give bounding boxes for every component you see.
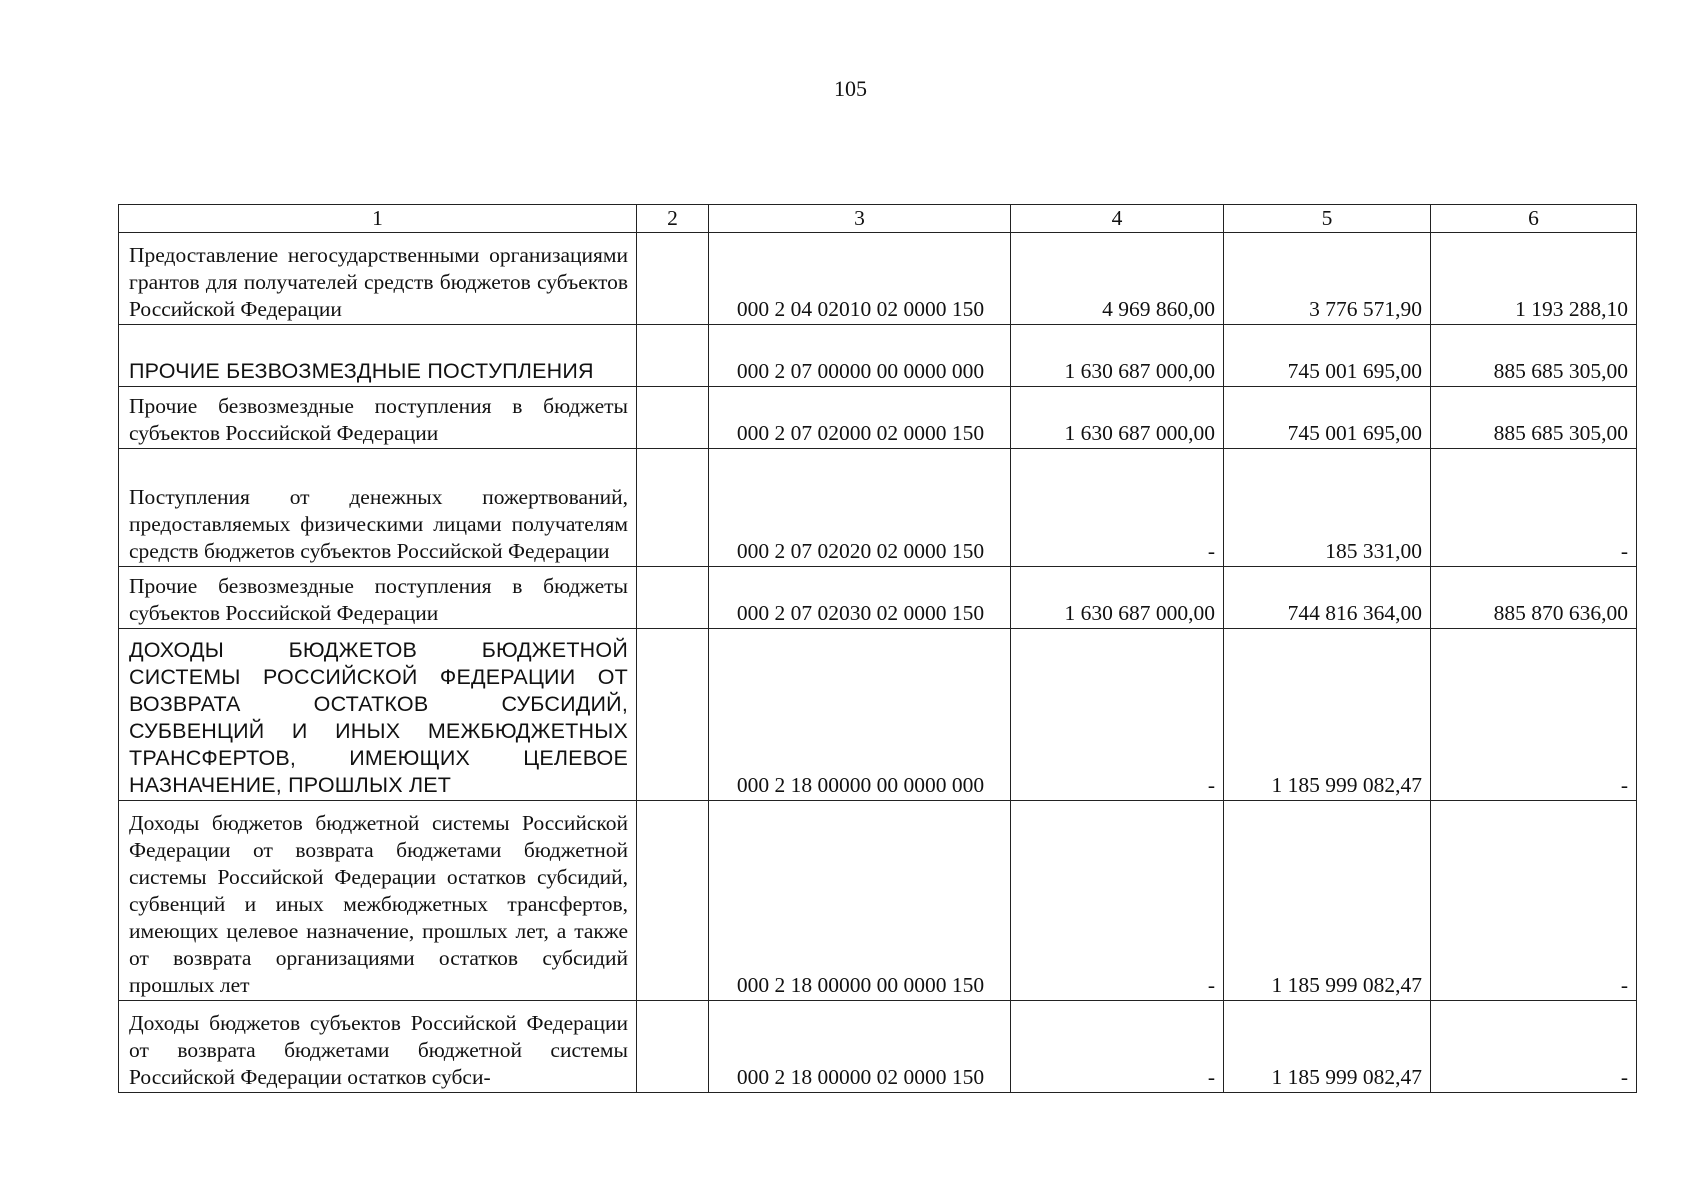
table-row: [119, 325, 1637, 387]
table-row: [119, 233, 1637, 325]
row-name: Прочие безвозмездные поступления в бюджеты субъектов Российской Федерации: [119, 387, 637, 449]
row-col2: [637, 629, 709, 801]
row-col4: 1 630 687 000,00: [1011, 567, 1224, 629]
row-col6: -: [1431, 629, 1637, 801]
column-header-3: 3: [709, 205, 1011, 233]
column-header-6: 6: [1431, 205, 1637, 233]
row-col2: [637, 449, 709, 567]
row-col4: -: [1011, 801, 1224, 1001]
row-code: 000 2 18 00000 02 0000 150: [709, 1001, 1011, 1093]
row-code: 000 2 04 02010 02 0000 150: [709, 233, 1011, 325]
row-col5: 1 185 999 082,47: [1224, 1001, 1431, 1093]
row-col6: -: [1431, 1001, 1637, 1093]
row-name: Предоставление негосударственными организациями грантов для получателей средств бюджетов субъектов Российской Федерации: [119, 233, 637, 325]
row-name: ДОХОДЫ БЮДЖЕТОВ БЮДЖЕТНОЙ СИСТЕМЫ РОССИЙСКОЙ ФЕДЕРАЦИИ ОТ ВОЗВРАТА ОСТАТКОВ СУБСИДИЙ, СУБВЕНЦИЙ И ИНЫХ МЕЖБЮДЖЕТНЫХ ТРАНСФЕРТОВ, ИМЕЮЩИХ ЦЕЛЕВОЕ НАЗНАЧЕНИЕ, ПРОШЛЫХ ЛЕТ: [119, 629, 637, 801]
row-col6: 885 685 305,00: [1431, 325, 1637, 387]
column-header-5: 5: [1224, 205, 1431, 233]
column-header-2: 2: [637, 205, 709, 233]
row-name: Доходы бюджетов субъектов Российской Федерации от возврата бюджетами бюджетной системы Российской Федерации остатков субси-: [119, 1001, 637, 1093]
row-name: Доходы бюджетов бюджетной системы Российской Федерации от возврата бюджетами бюджетной системы Российской Федерации остатков субсидий, субвенций и иных межбюджетных трансфертов, имеющих целевое назначение, прошлых лет, а также от возврата организациями остатков субсидий прошлых лет: [119, 801, 637, 1001]
table-row: [119, 629, 1637, 801]
row-col2: [637, 567, 709, 629]
row-col4: -: [1011, 629, 1224, 801]
row-col2: [637, 1001, 709, 1093]
table-row: [119, 1001, 1637, 1093]
row-name: Прочие безвозмездные поступления в бюджеты субъектов Российской Федерации: [119, 567, 637, 629]
row-col5: 745 001 695,00: [1224, 325, 1431, 387]
row-col5: 745 001 695,00: [1224, 387, 1431, 449]
row-col5: 3 776 571,90: [1224, 233, 1431, 325]
row-col6: 1 193 288,10: [1431, 233, 1637, 325]
column-header-1: 1: [119, 205, 637, 233]
row-col2: [637, 233, 709, 325]
row-col4: -: [1011, 1001, 1224, 1093]
budget-revenue-table: [118, 204, 1637, 1093]
row-code: 000 2 18 00000 00 0000 000: [709, 629, 1011, 801]
row-col4: 4 969 860,00: [1011, 233, 1224, 325]
row-name: Поступления от денежных пожертвований, предоставляемых физическими лицами получателям средств бюджетов субъектов Российской Федерации: [119, 449, 637, 567]
row-col6: -: [1431, 801, 1637, 1001]
row-col6: -: [1431, 449, 1637, 567]
row-code: 000 2 07 02020 02 0000 150: [709, 449, 1011, 567]
row-col2: [637, 325, 709, 387]
row-code: 000 2 07 02030 02 0000 150: [709, 567, 1011, 629]
table-row: [119, 387, 1637, 449]
row-col4: -: [1011, 449, 1224, 567]
table-row: [119, 801, 1637, 1001]
row-col5: 1 185 999 082,47: [1224, 629, 1431, 801]
row-col6: 885 870 636,00: [1431, 567, 1637, 629]
column-header-4: 4: [1011, 205, 1224, 233]
row-col2: [637, 387, 709, 449]
page-number: 105: [834, 76, 867, 101]
row-code: 000 2 07 02000 02 0000 150: [709, 387, 1011, 449]
row-code: 000 2 18 00000 00 0000 150: [709, 801, 1011, 1001]
row-name: ПРОЧИЕ БЕЗВОЗМЕЗДНЫЕ ПОСТУПЛЕНИЯ: [119, 325, 637, 387]
row-col5: 1 185 999 082,47: [1224, 801, 1431, 1001]
row-col6: 885 685 305,00: [1431, 387, 1637, 449]
row-col5: 185 331,00: [1224, 449, 1431, 567]
row-col2: [637, 801, 709, 1001]
row-col4: 1 630 687 000,00: [1011, 325, 1224, 387]
row-col5: 744 816 364,00: [1224, 567, 1431, 629]
row-code: 000 2 07 00000 00 0000 000: [709, 325, 1011, 387]
table-row: [119, 449, 1637, 567]
row-col4: 1 630 687 000,00: [1011, 387, 1224, 449]
table-row: [119, 567, 1637, 629]
table-header-row: [119, 205, 1637, 233]
